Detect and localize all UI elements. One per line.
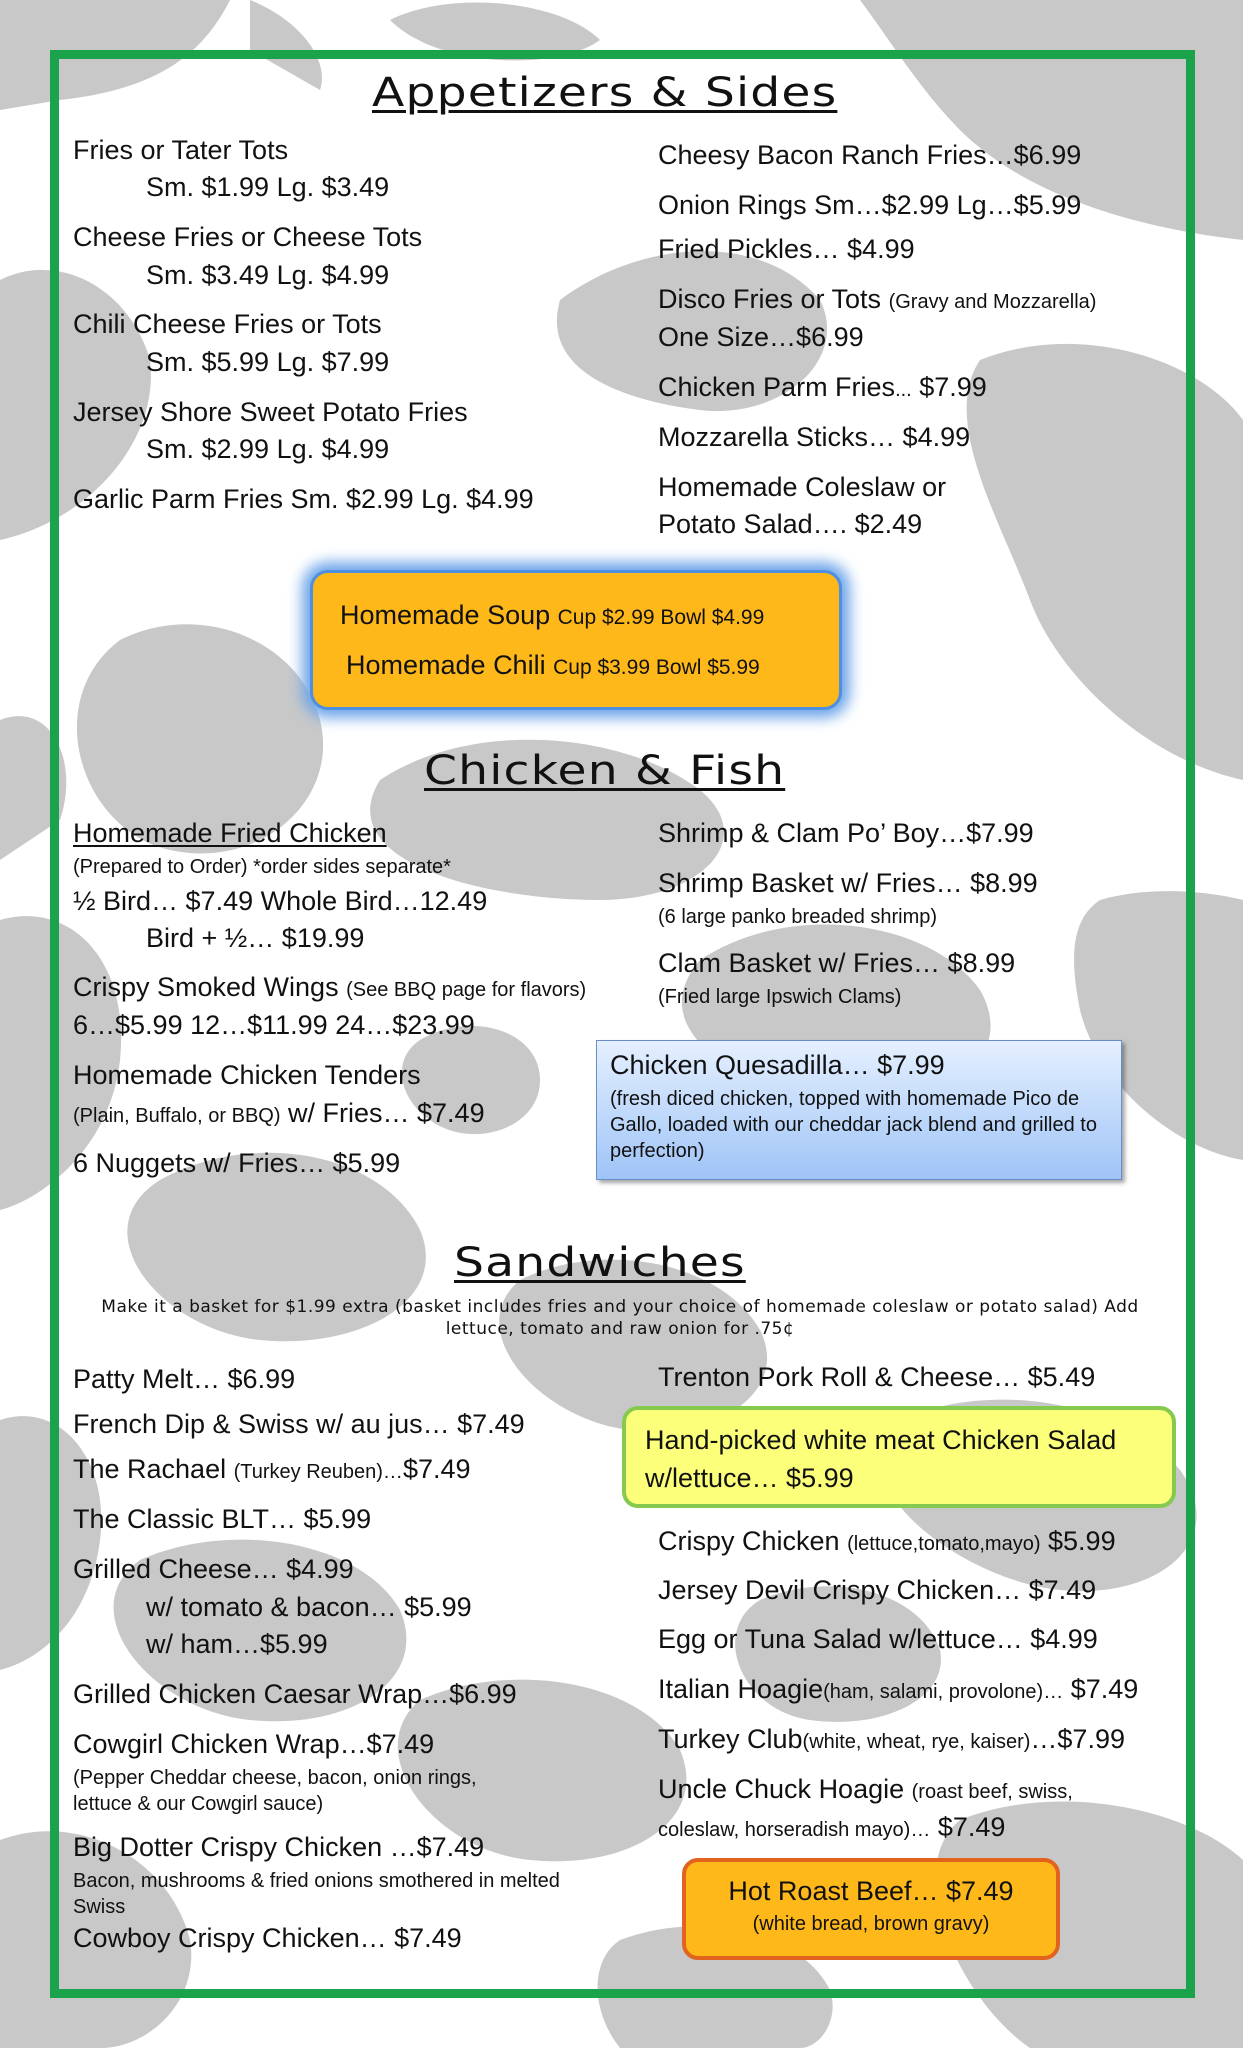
sandwiches-title: Sandwiches xyxy=(454,1240,746,1286)
fried-chicken-note: (Prepared to Order) *order sides separate* xyxy=(73,856,451,878)
grilled-cheese-item: Grilled Cheese… $4.99 xyxy=(73,1554,354,1584)
sweet-potato-price: Sm. $2.99 Lg. $4.99 xyxy=(146,434,390,464)
fried-chicken-name: Homemade Fried Chicken xyxy=(73,818,387,848)
crispy-chicken-item: Crispy Chicken (lettuce,tomato,mayo) $5.99 xyxy=(658,1526,1116,1556)
rachael-item: The Rachael (Turkey Reuben)…$7.49 xyxy=(73,1454,471,1484)
coleslaw-line2: Potato Salad…. $2.49 xyxy=(658,509,923,539)
chicken-title: Chicken & Fish xyxy=(424,748,786,794)
chili-item: Homemade Chili Cup $3.99 Bowl $5.99 xyxy=(346,650,760,680)
fried-chicken-combo: Bird + ½… $19.99 xyxy=(146,923,365,953)
chili-fries-name: Chili Cheese Fries or Tots xyxy=(73,309,382,339)
sweet-potato-name: Jersey Shore Sweet Potato Fries xyxy=(73,397,468,427)
tenders-name: Homemade Chicken Tenders xyxy=(73,1060,421,1090)
chili-fries-price: Sm. $5.99 Lg. $7.99 xyxy=(146,347,390,377)
pork-roll-item: Trenton Pork Roll & Cheese… $5.49 xyxy=(658,1362,1096,1392)
clam-basket-note: (Fried large Ipswich Clams) xyxy=(658,986,902,1008)
chicken-salad-line1: Hand-picked white meat Chicken Salad xyxy=(645,1425,1117,1455)
french-dip-item: French Dip & Swiss w/ au jus… $7.49 xyxy=(73,1409,525,1439)
big-dotter-note2: Swiss xyxy=(73,1896,126,1918)
uncle-chuck-item: Uncle Chuck Hoagie (roast beef, swiss, xyxy=(658,1774,1073,1804)
disco-fries-price: One Size…$6.99 xyxy=(658,322,864,352)
sandwiches-basket-note: Make it a basket for $1.99 extra (basket includes fries and your choice of homemade coleslaw or potato salad) Add lettuce, tomato and raw onion for .75¢ xyxy=(101,1297,1139,1339)
quesadilla-desc: (fresh diced chicken, topped with homemade Pico de Gallo, loaded with our cheddar jack blend and grilled to perfection) xyxy=(610,1088,1097,1162)
blt-item: The Classic BLT… $5.99 xyxy=(73,1504,372,1534)
cowgirl-note1: (Pepper Cheddar cheese, bacon, onion rings, xyxy=(73,1767,477,1789)
fries-price: Sm. $1.99 Lg. $3.49 xyxy=(146,172,390,202)
shrimp-basket-item: Shrimp Basket w/ Fries… $8.99 xyxy=(658,868,1038,898)
tenders-price: (Plain, Buffalo, or BBQ) w/ Fries… $7.49 xyxy=(73,1098,485,1128)
po-boy-item: Shrimp & Clam Po’ Boy…$7.99 xyxy=(658,818,1034,848)
soup-item: Homemade Soup Cup $2.99 Bowl $4.99 xyxy=(340,600,765,630)
uncle-chuck-cont: coleslaw, horseradish mayo)… $7.49 xyxy=(658,1812,1006,1842)
onion-rings-item: Onion Rings Sm…$2.99 Lg…$5.99 xyxy=(658,190,1082,220)
wings-prices: 6…$5.99 12…$11.99 24…$23.99 xyxy=(73,1010,475,1040)
big-dotter-note1: Bacon, mushrooms & fried onions smothered in melted xyxy=(73,1870,560,1892)
disco-fries-item: Disco Fries or Tots (Gravy and Mozzarella) xyxy=(658,284,1097,314)
cheese-fries-name: Cheese Fries or Cheese Tots xyxy=(73,222,423,252)
mozz-sticks-item: Mozzarella Sticks… $4.99 xyxy=(658,422,971,452)
pickles-item: Fried Pickles… $4.99 xyxy=(658,234,915,264)
egg-tuna-item: Egg or Tuna Salad w/lettuce… $4.99 xyxy=(658,1624,1098,1654)
big-dotter-item: Big Dotter Crispy Chicken …$7.49 xyxy=(73,1832,485,1862)
turkey-club-item: Turkey Club(white, wheat, rye, kaiser)…$7.99 xyxy=(658,1724,1125,1754)
quesadilla-name: Chicken Quesadilla… $7.99 xyxy=(610,1050,945,1080)
garlic-parm-item: Garlic Parm Fries Sm. $2.99 Lg. $4.99 xyxy=(73,484,534,514)
cowgirl-note2: lettuce & our Cowgirl sauce) xyxy=(73,1793,324,1815)
italian-hoagie-item: Italian Hoagie(ham, salami, provolone)… $7.49 xyxy=(658,1674,1139,1704)
patty-melt-item: Patty Melt… $6.99 xyxy=(73,1364,296,1394)
shrimp-basket-note: (6 large panko breaded shrimp) xyxy=(658,906,938,928)
coleslaw-line1: Homemade Coleslaw or xyxy=(658,472,947,502)
caesar-wrap-item: Grilled Chicken Caesar Wrap…$6.99 xyxy=(73,1679,517,1709)
bacon-ranch-item: Cheesy Bacon Ranch Fries…$6.99 xyxy=(658,140,1082,170)
soup-box xyxy=(310,570,842,710)
grilled-cheese-opt2: w/ ham…$5.99 xyxy=(146,1629,328,1659)
wings-item: Crispy Smoked Wings (See BBQ page for flavors) xyxy=(73,972,587,1002)
roast-beef-item: Hot Roast Beef… $7.49 xyxy=(728,1876,1014,1906)
fried-chicken-prices: ½ Bird… $7.49 Whole Bird…12.49 xyxy=(73,886,488,916)
appetizers-title: Appetizers & Sides xyxy=(372,70,838,116)
cowgirl-item: Cowgirl Chicken Wrap…$7.49 xyxy=(73,1729,435,1759)
grilled-cheese-opt1: w/ tomato & bacon… $5.99 xyxy=(146,1592,472,1622)
cowboy-item: Cowboy Crispy Chicken… $7.49 xyxy=(73,1923,462,1953)
chicken-salad-line2: w/lettuce… $5.99 xyxy=(645,1463,854,1493)
chicken-parm-item: Chicken Parm Fries... $7.99 xyxy=(658,372,987,402)
fries-name: Fries or Tater Tots xyxy=(73,135,289,165)
jersey-devil-item: Jersey Devil Crispy Chicken… $7.49 xyxy=(658,1575,1097,1605)
clam-basket-item: Clam Basket w/ Fries… $8.99 xyxy=(658,948,1016,978)
nuggets-item: 6 Nuggets w/ Fries… $5.99 xyxy=(73,1148,401,1178)
roast-beef-note: (white bread, brown gravy) xyxy=(752,1913,990,1935)
cheese-fries-price: Sm. $3.49 Lg. $4.99 xyxy=(146,260,390,290)
